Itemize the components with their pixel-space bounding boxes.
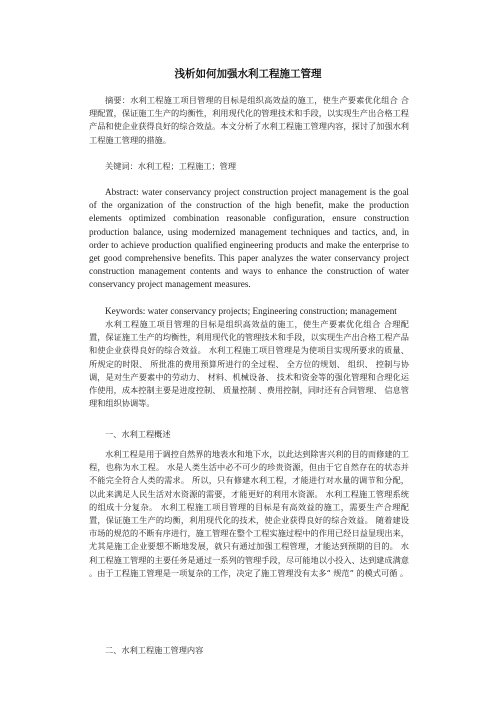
document-title: 浅析如何加强水利工程施工管理 — [174, 68, 322, 80]
section-2-heading: 二、水利工程施工管理内容 — [105, 645, 204, 655]
keywords-en: Keywords: water conservancy projects; Engineering construction; management — [105, 306, 397, 316]
intro-paragraph: 水利工程施工项目管理的目标是组织高效益的施工，使生产要素优化组合 合理配置，保证施工生产的均衡性，利用现代化的管理技术和手段，以实现生产出合格工程产品和使企业获得良好的综合效益。 水利工程施工项目管理是为使项目实现所要求的质量、 所规定的时限、 所批准的费用预算所进行的全过程、 全方位的规划、 组织、 控制与协调，是对生产要素中的劳动力、 材料、机械设备、 技术和资金等的强化管理和合理化运作使用，成本控制主要是进度控制、 质量控制 、费用控制，同时还有合同管理、 信息管理和组织协调等。 — [89, 319, 409, 409]
section-1-heading: 一、水利工程概述 — [105, 429, 171, 439]
abstract-en: Abstract: water conservancy project construction project management is the goal of the organization of the construction of the high benefit, make the production elements optimized combination reasonable configuration, ensure construction production balance, using modernized management techniques and tactics, and, in order to achieve production qualified engineering products and make the enterprise to get good comprehensive benefits. This paper analyzes the water conservancy project construction management contents and ways to enhance the construction of water conservancy project management measures. — [89, 187, 409, 290]
abstract-cn: 摘要：水利工程施工项目管理的目标是组织高效益的施工，使生产要素优化组合 合理配置，保证施工生产的均衡性，利用现代化的管理技术和手段，以实现生产出合格工程产品和使企业获得良好的综合效益。本文分析了水利工程施工管理内容，探讨了加强水利工程施工管理的措施。 — [89, 95, 409, 145]
keywords-cn: 关键词：水利工程；工程施工；管理 — [105, 161, 237, 171]
section-1-paragraph: 水利工程是用于调控自然界的地表水和地下水，以此达到除害兴利的目的而修建的工程，也称为水工程。 水是人类生活中必不可少的珍贵资源，但由于它自然存在的状态并不能完全符合人类的需求。 所以，只有修建水利工程，才能进行对水量的调节和分配，以此来满足人民生活对水资源的需要，才能更好的利用水资源。 水利工程施工管理系统的组成十分复杂。 水利工程施工项目管理的目标是有高效益的施工，需要生产合理配置，保证施工生产的均衡，利用现代化的技术，使企业获得良好的综合效益。 随着建设市场的规范的不断有序进行，施工管理在整个工程实施过程中的作用已经日益显现出来，尤其是施工企业要想不断地发展，就只有通过加强工程管理，才能达到预期的目的。 水利工程施工管理的主要任务是通过一系列的管理手段，尽可能地以小投入、达到建成满意 。由于工程施工管理是一项复杂的工作，决定了施工管理没有太多“ 规范” 的模式可循 。 — [89, 449, 409, 578]
